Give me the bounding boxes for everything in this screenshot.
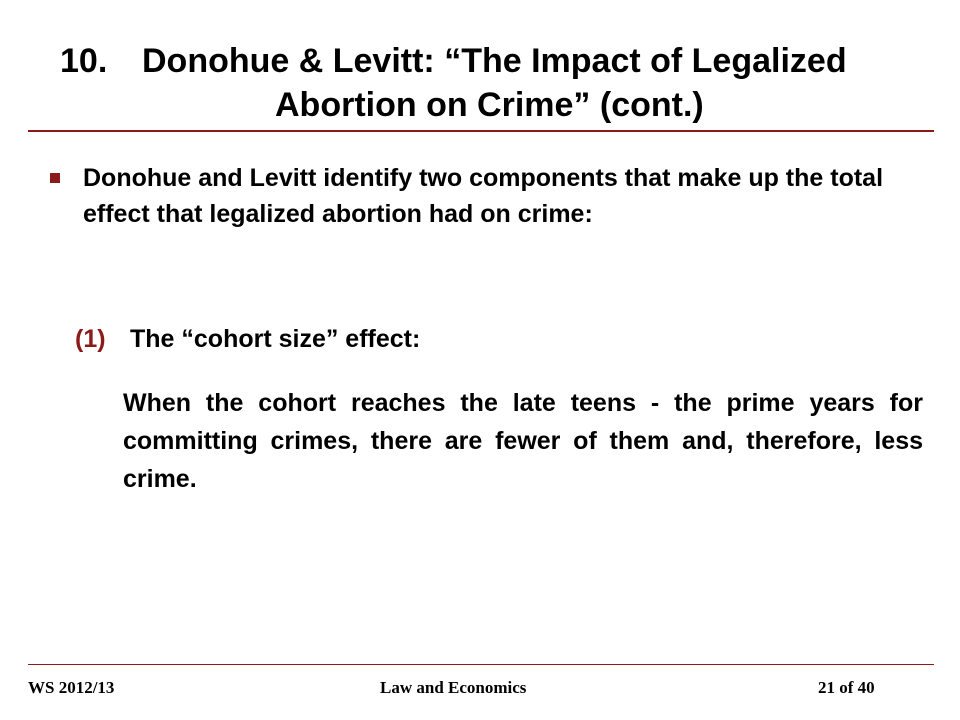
item-body: When the cohort reaches the late teens - the prime years for committing crimes, there are fewer of them and, therefore, less crime. — [123, 389, 923, 493]
footer-course: Law and Economics — [380, 678, 527, 697]
footer-page-number: 21 of 40 — [818, 678, 875, 697]
title-divider — [28, 130, 934, 132]
square-bullet-icon — [50, 173, 60, 183]
title-line-1: Donohue & Levitt: “The Impact of Legalized — [142, 42, 847, 80]
title-number: 10. — [60, 42, 108, 80]
title-line-2: Abortion on Crime” (cont.) — [275, 86, 704, 124]
item-number: (1) — [75, 325, 106, 353]
item-heading: The “cohort size” effect: — [130, 325, 421, 353]
footer-semester: WS 2012/13 — [28, 678, 115, 697]
bullet-text: Donohue and Levitt identify two components that make up the total effect that legalized abortion had on crime: — [83, 164, 884, 228]
footer-divider — [28, 664, 934, 665]
